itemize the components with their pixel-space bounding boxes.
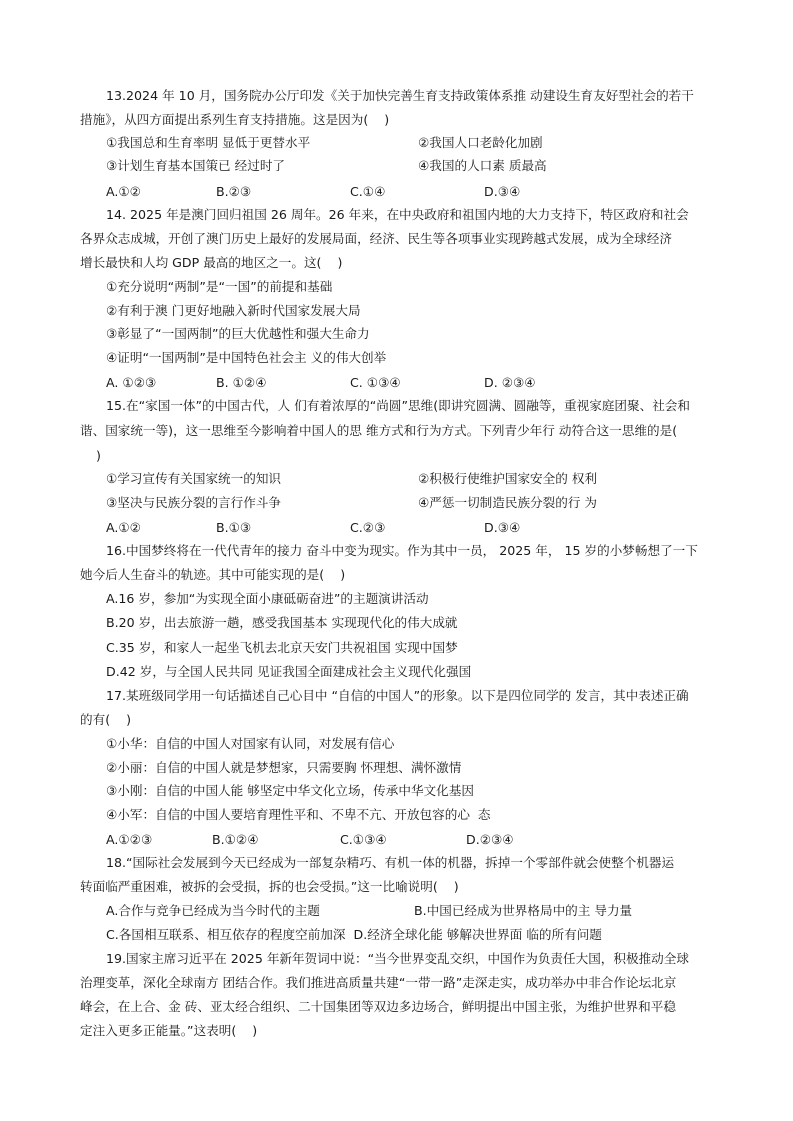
q14-stem-line-3: 增长最快和人均 GDP 最高的地区之一。这( ) — [80, 255, 343, 270]
q14-stem-line-2: 各界众志成城，开创了澳门历史上最好的发展局面，经济、民生等各项事业实现跨越式发展，成为全球经济 — [80, 231, 672, 246]
q14-option-1: ①充分说明“两制”是“一国”的前提和基础 — [106, 279, 333, 294]
q17-stem-line-2: 的有( ) — [80, 712, 132, 727]
q17-answer-b: B.①②④ — [212, 832, 259, 847]
q13-answer-d: D.③④ — [484, 184, 521, 199]
q15-answer-b: B.①③ — [216, 520, 252, 535]
q17-option-4: ④小军：自信的中国人要培育理性平和、不卑不亢、开放包容的心 态 — [106, 807, 491, 822]
q13-answer-c: C.①④ — [350, 184, 386, 199]
q17-option-2: ②小丽：自信的中国人就是梦想家，只需要胸 怀理想、满怀激情 — [106, 760, 462, 775]
q17-stem-line-1: 17.某班级同学用一句话描述自己心目中 “自信的中国人”的形象。以下是四位同学的 发言，其中表述正确 — [106, 688, 689, 703]
q13-option-3: ③计划生育基本国策已 经过时了 — [106, 158, 286, 173]
q17-answer-a: A.①②③ — [106, 832, 153, 847]
q16-option-b: B.20 岁，出去旅游一趟，感受我国基本 实现现代化的伟大成就 — [106, 615, 458, 630]
q18-stem-line-2: 转面临严重困难，被拆的会受损，拆的也会受损。”这一比喻说明( ) — [80, 879, 459, 894]
q14-answer-b: B. ①②④ — [216, 375, 267, 390]
q14-answer-d: D. ②③④ — [484, 375, 536, 390]
q15-option-4: ④严惩一切制造民族分裂的行 为 — [418, 495, 598, 510]
q16-option-a: A.16 岁，参加“为实现全面小康砥砺奋进”的主题演讲活动 — [106, 591, 429, 606]
q17-answer-c: C.①③④ — [340, 832, 387, 847]
q15-answer-d: D.③④ — [484, 520, 521, 535]
q18-option-b: B.中国已经成为世界格局中的主 导力量 — [414, 903, 633, 918]
q13-option-1: ①我国总和生育率明 显低于更替水平 — [106, 135, 311, 150]
q17-option-1: ①小华：自信的中国人对国家有认同，对发展有信心 — [106, 736, 395, 751]
q15-stem-line-3: ) — [80, 448, 101, 463]
q18-option-a: A.合作与竞争已经成为当今时代的主题 — [106, 903, 320, 918]
q14-option-2: ②有利于澳 门更好地融入新时代国家发展大局 — [106, 303, 361, 318]
q16-stem-line-1: 16.中国梦终将在一代代青年的接力 奋斗中变为现实。作为其中一员， 2025 年， 15 岁的小梦畅想了一下 — [106, 543, 698, 558]
q15-option-2: ②积极行使维护国家安全的 权利 — [418, 471, 598, 486]
q13-option-4: ④我国的人口素 质最高 — [418, 158, 547, 173]
q19-stem-line-3: 峰会，在上合、金 砖、亚太经合组织、二十国集团等双边多边场合，鲜明提出中国主张，为维护世界和平稳 — [80, 999, 676, 1014]
q16-stem-line-2: 她今后人生奋斗的轨迹。其中可能实现的是( ) — [80, 567, 346, 582]
q19-stem-line-4: 定注入更多正能量。”这表明( ) — [80, 1023, 258, 1038]
q16-option-c: C.35 岁，和家人一起坐飞机去北京天安门共祝祖国 实现中国梦 — [106, 640, 458, 655]
q15-stem-line-1: 15.在“家国一体”的中国古代，人 们有着浓厚的“尚圆”思维(即讲究圆满、圆融等，重视家庭团聚、社会和 — [106, 398, 690, 413]
q13-stem-line-2: 措施》，从四方面提出系列生育支持措施。这是因为( ) — [80, 112, 390, 127]
q19-stem-line-1: 19.国家主席习近平在 2025 年新年贺词中说：“当今世界变乱交织，中国作为负责任大国，积极推动全球 — [106, 951, 689, 966]
q19-stem-line-2: 治理变革，深化全球南方 团结合作。我们推进高质量共建“一带一路”走深走实，成功举办中非合作论坛北京 — [80, 975, 677, 990]
q18-option-cd: C.各国相互联系、相互依存的程度空前加深 D.经济全球化能 够解决世界面 临的所有问题 — [106, 927, 602, 942]
q14-option-3: ③彰显了“一国两制”的巨大优越性和强大生命力 — [106, 326, 370, 341]
q15-stem-line-2: 谐、国家统一等)，这一思维至今影响着中国人的思 维方式和行为方式。下列青少年行 动符合这一思维的是( — [80, 423, 678, 438]
q15-answer-c: C.②③ — [350, 520, 386, 535]
q13-answer-b: B.②③ — [216, 184, 252, 199]
q18-stem-line-1: 18.“国际社会发展到今天已经成为一部复杂精巧、有机一体的机器，拆掉一个零部件就会使整个机器运 — [106, 855, 675, 870]
q17-option-3: ③小刚：自信的中国人能 够坚定中华文化立场，传承中华文化基因 — [106, 783, 474, 798]
q14-stem-line-1: 14. 2025 年是澳门回归祖国 26 周年。26 年来，在中央政府和祖国内地的大力支持下，特区政府和社会 — [106, 207, 689, 222]
q15-option-3: ③坚决与民族分裂的言行作斗争 — [106, 495, 282, 510]
q15-answer-a: A.①② — [106, 520, 141, 535]
q13-option-2: ②我国人口老龄化加剧 — [418, 135, 543, 150]
q15-option-1: ①学习宣传有关国家统一的知识 — [106, 471, 282, 486]
q14-answer-c: C. ①③④ — [350, 375, 401, 390]
q17-answer-d: D.②③④ — [466, 832, 514, 847]
q14-option-4: ④证明“一国两制”是中国特色社会主 义的伟大创举 — [106, 350, 387, 365]
q13-answer-a: A.①② — [106, 184, 141, 199]
q16-option-d: D.42 岁，与全国人民共同 见证我国全面建成社会主义现代化强国 — [106, 664, 472, 679]
q13-stem-line-1: 13.2024 年 10 月，国务院办公厅印发《关于加快完善生育支持政策体系推 动建设生育友好型社会的若干 — [106, 88, 694, 103]
q14-answer-a: A. ①②③ — [106, 375, 157, 390]
